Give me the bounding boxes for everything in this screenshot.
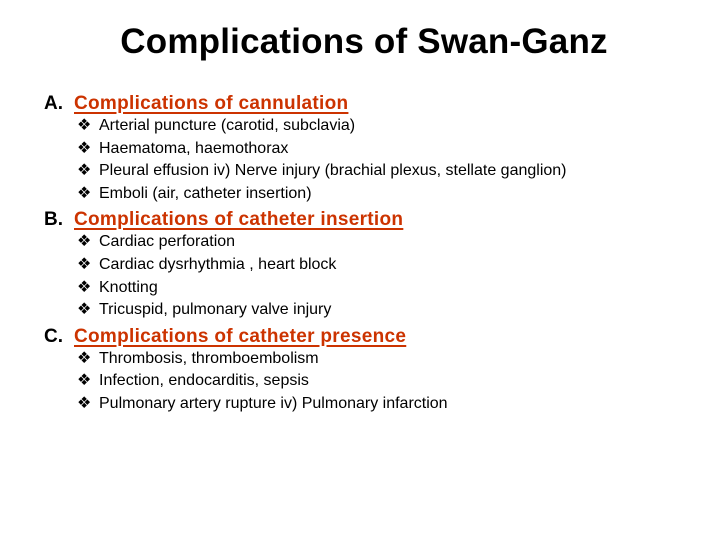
section-catheter-insertion xyxy=(44,207,684,319)
list-item-text: Arterial puncture (carotid, subclavia) xyxy=(99,117,356,134)
list-item xyxy=(77,395,684,413)
section-heading xyxy=(44,91,684,117)
section-letter: A. xyxy=(44,93,63,114)
list-item xyxy=(77,350,684,368)
list-item-text: Knotting xyxy=(99,278,158,296)
section-title: Complications of cannulation xyxy=(74,93,349,114)
list-item-text: Thrombosis, thromboembolism xyxy=(99,349,319,367)
section-heading xyxy=(44,324,684,350)
list-item-text: Cardiac perforation xyxy=(99,233,236,251)
list-item-text: Infection, endocarditis, sepsis xyxy=(99,372,309,390)
list-item xyxy=(77,372,684,390)
section-cannulation xyxy=(44,91,684,203)
diamond-bullet-icon: ❖ xyxy=(77,278,92,296)
diamond-bullet-icon: ❖ xyxy=(77,162,92,180)
list-item xyxy=(77,162,684,180)
list-item-text: Emboli (air, catheter insertion) xyxy=(99,184,312,202)
section-heading xyxy=(44,207,684,233)
diamond-bullet-icon: ❖ xyxy=(77,394,92,412)
diamond-bullet-icon: ❖ xyxy=(77,184,92,202)
section-letter: C. xyxy=(44,325,63,347)
section-catheter-presence xyxy=(44,324,684,413)
list-item xyxy=(77,140,684,158)
list-item xyxy=(77,279,684,297)
section-title: Complications of catheter presence xyxy=(74,325,407,347)
diamond-bullet-icon: ❖ xyxy=(77,372,92,390)
list-item-text: Tricuspid, pulmonary valve injury xyxy=(99,301,332,319)
section-title: Complications of catheter insertion xyxy=(74,209,404,231)
diamond-bullet-icon: ❖ xyxy=(77,233,92,251)
list-item-text: Pleural effusion iv) Nerve injury (brachial plexus, stellate ganglion) xyxy=(99,162,567,180)
list-item xyxy=(77,117,684,135)
list-item xyxy=(77,256,684,274)
list-item xyxy=(77,185,684,203)
section-letter: B. xyxy=(44,209,63,231)
item-list xyxy=(44,117,684,203)
list-item xyxy=(77,301,684,319)
list-item xyxy=(77,233,684,251)
diamond-bullet-icon: ❖ xyxy=(77,301,92,319)
slide-content xyxy=(44,91,684,418)
diamond-bullet-icon: ❖ xyxy=(77,139,92,157)
item-list xyxy=(44,350,684,413)
diamond-bullet-icon: ❖ xyxy=(77,255,92,273)
slide-title: Complications of Swan-Ganz xyxy=(120,22,608,61)
item-list xyxy=(44,233,684,319)
diamond-bullet-icon: ❖ xyxy=(77,117,92,134)
diamond-bullet-icon: ❖ xyxy=(77,349,92,367)
list-item-text: Pulmonary artery rupture iv) Pulmonary infarction xyxy=(99,394,448,412)
list-item-text: Haematoma, haemothorax xyxy=(99,139,289,157)
list-item-text: Cardiac dysrhythmia , heart block xyxy=(99,255,337,273)
